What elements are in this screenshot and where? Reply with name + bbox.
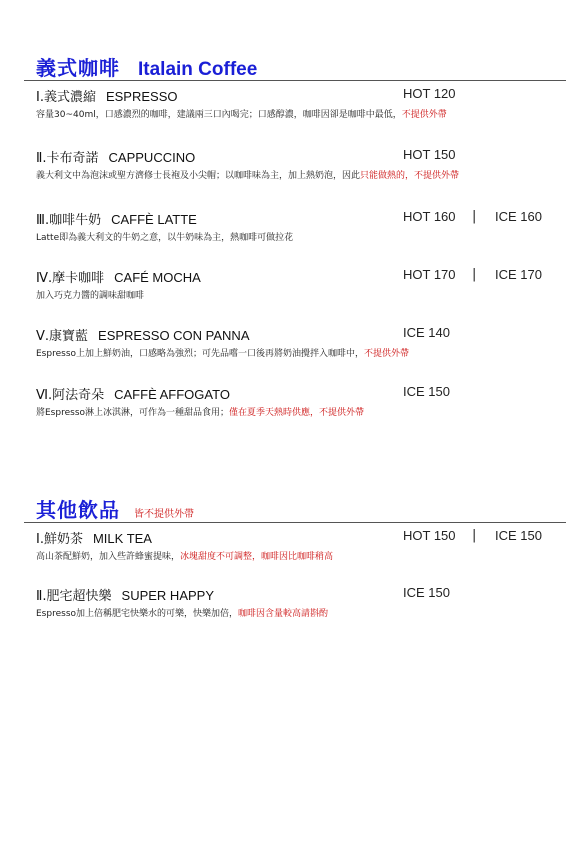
menu-item-cafe-mocha <box>36 267 556 301</box>
item-price-hot: HOT 170 <box>403 267 456 282</box>
item-price-ice: ICE 150 <box>403 384 450 399</box>
item-english-name: MILK TEA <box>92 531 152 546</box>
item-english-name: CAFÉ MOCHA <box>114 270 201 285</box>
item-english-name: CAPPUCCINO <box>108 150 196 165</box>
price-separator: | <box>472 209 477 224</box>
item-name: Ⅱ.卡布奇諾 <box>36 151 99 166</box>
item-name: Ⅲ.咖啡牛奶 <box>36 213 102 228</box>
item-price-ice: ICE 150 <box>403 585 450 600</box>
item-name: Ⅵ.阿法奇朵 <box>36 388 105 403</box>
other-section-header <box>36 494 194 523</box>
other-section-divider <box>24 522 566 523</box>
item-name: Ⅰ.義式濃縮 <box>36 90 96 105</box>
price-separator: | <box>472 267 477 282</box>
caffeine-warning: 冰塊甜度不可調整，咖啡因比咖啡稍高 <box>180 552 334 562</box>
takeout-warning: 僅在夏季天熱時供應，不提供外帶 <box>229 408 365 418</box>
coffee-section-title: 義式咖啡 <box>36 56 120 80</box>
item-english-name: ESPRESSO CON PANNA <box>98 328 250 343</box>
item-price-ice: ICE 170 <box>495 267 542 282</box>
menu-item-espresso <box>36 86 556 120</box>
no-takeout-note: 皆不提供外帶 <box>134 509 194 520</box>
menu-item-super-happy <box>36 585 556 619</box>
item-description: 容量30~40ml，口感濃烈的咖啡，建議兩三口內喝完；口感醇濃，咖啡因卻是咖啡中最低，不提供外帶 <box>36 110 447 120</box>
item-price-hot: HOT 120 <box>403 86 456 101</box>
item-description: 將Espresso淋上冰淇淋，可作為一種甜品食用；僅在夏季天熱時供應，不提供外帶 <box>36 408 365 418</box>
item-description: 高山茶配鮮奶，加入些許蜂蜜提味，冰塊甜度不可調整，咖啡因比咖啡稍高 <box>36 552 334 562</box>
item-price-ice: ICE 160 <box>495 209 542 224</box>
other-section-title: 其他飲品 <box>36 498 120 522</box>
item-english-name: ESPRESSO <box>105 89 178 104</box>
item-price-hot: HOT 150 <box>403 147 456 162</box>
price-separator: | <box>472 528 477 543</box>
menu-item-milk-tea <box>36 528 556 562</box>
item-description: Latte即為義大利文的牛奶之意，以牛奶味為主，熱咖啡可做拉花 <box>36 233 294 243</box>
coffee-section-header <box>36 52 257 81</box>
item-english-name: CAFFÈ LATTE <box>111 212 197 227</box>
item-price-hot: HOT 150 <box>403 528 456 543</box>
caffeine-warning: 咖啡因含量較高請斟酌 <box>238 609 329 619</box>
coffee-section-divider <box>24 80 566 81</box>
item-name: Ⅱ.肥宅超快樂 <box>36 589 112 604</box>
item-name: Ⅰ.鮮奶茶 <box>36 532 83 547</box>
menu-item-espresso-con-panna <box>36 325 556 359</box>
item-english-name: SUPER HAPPY <box>121 588 215 603</box>
takeout-warning: 只能做熱的，不提供外帶 <box>360 171 460 181</box>
item-price-ice: ICE 140 <box>403 325 450 340</box>
menu-item-cappuccino <box>36 147 556 181</box>
menu-item-caffe-latte <box>36 209 556 243</box>
item-name: Ⅴ.康寶藍 <box>36 329 89 344</box>
item-description: 義大利文中為泡沫或聖方濟修士長袍及小尖帽；以咖啡味為主，加上熱奶泡，因此只能做熱的，不提供外帶 <box>36 171 460 181</box>
item-price-ice: ICE 150 <box>495 528 542 543</box>
item-description: Espresso上加上鮮奶油，口感略為強烈；可先品嚐一口後再將奶油攪拌入咖啡中，不提供外帶 <box>36 349 410 359</box>
coffee-section-subtitle: Italain Coffee <box>138 59 258 80</box>
item-price-hot: HOT 160 <box>403 209 456 224</box>
takeout-warning: 不提供外帶 <box>364 349 410 359</box>
takeout-warning: 不提供外帶 <box>401 110 447 120</box>
item-description: Espresso加上倍稱肥宅快樂水的可樂，快樂加倍，咖啡因含量較高請斟酌 <box>36 609 329 619</box>
item-description: 加入巧克力醬的調味甜咖啡 <box>36 291 145 301</box>
item-name: Ⅳ.摩卡咖啡 <box>36 271 105 286</box>
menu-item-caffe-affogato <box>36 384 556 418</box>
item-english-name: CAFFÈ AFFOGATO <box>114 387 230 402</box>
